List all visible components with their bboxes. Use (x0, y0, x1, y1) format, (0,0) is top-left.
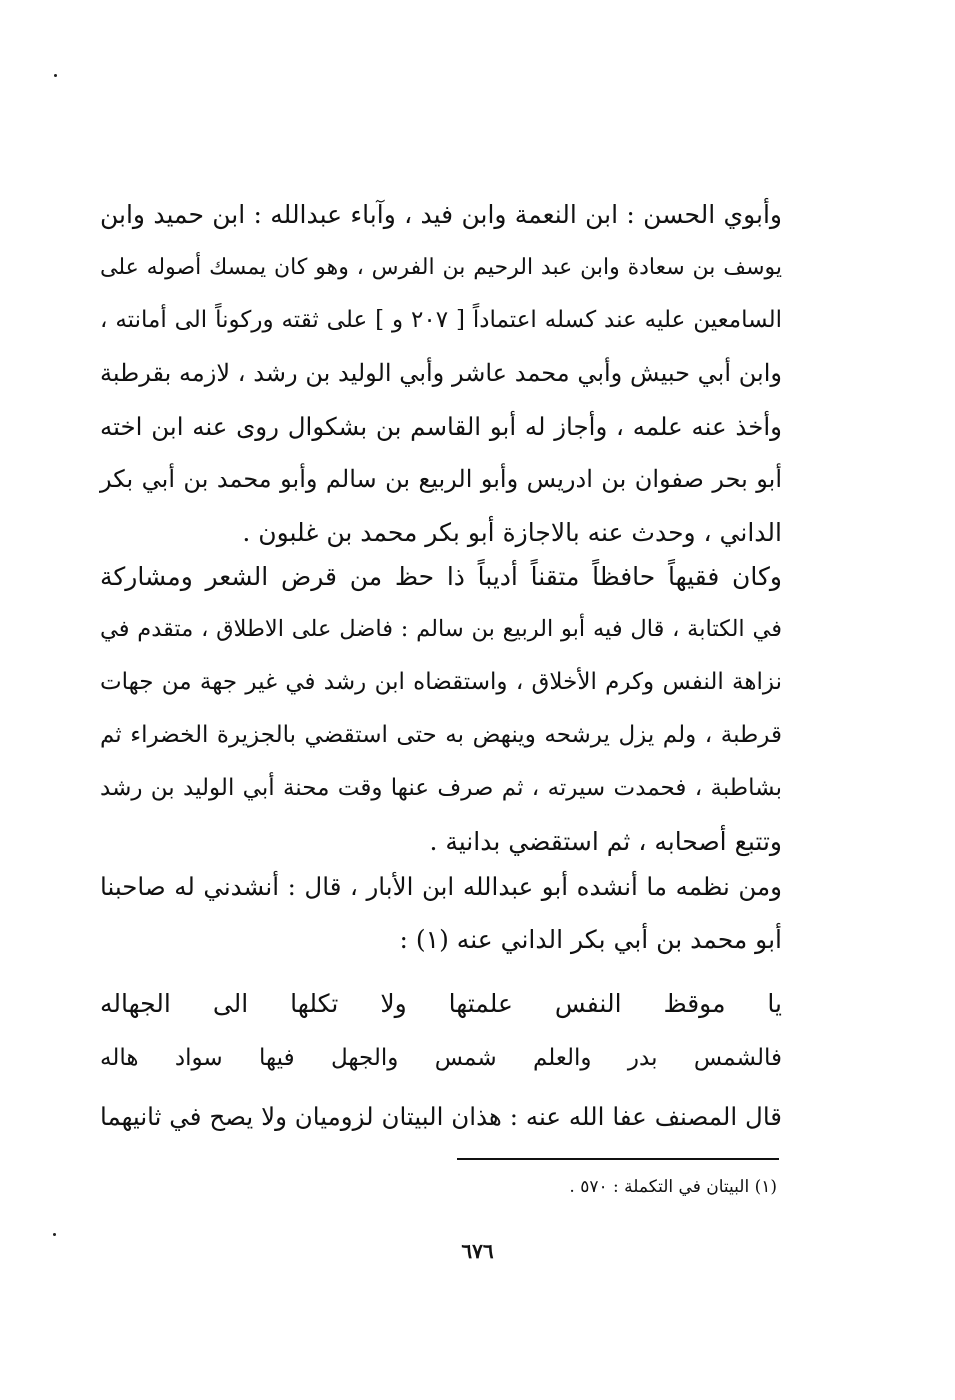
text-line: يوسف بن سعادة وابن عبد الرحيم بن الفرس ، وهو كان يمسك أصوله على (100, 255, 782, 280)
page-number: ٦٧٦ (461, 1239, 494, 1263)
scan-speck (53, 1233, 56, 1236)
text-line: وكان فقيهاً حافظاً متقناً أديباً ذا حظ من قرض الشعر ومشاركة (100, 562, 782, 591)
verse-line: يا موقظ النفس علمتها ولا تكلها الى الجهاله (100, 989, 782, 1018)
text-line: السامعين عليه عند كسله اعتماداً [ ٢٠٧ و ] على ثقته وركوناً الى أمانته ، (100, 307, 782, 333)
paragraph-1 (100, 188, 782, 559)
closing-paragraph (100, 1090, 782, 1143)
text-line: وأبوي الحسن : ابن النعمة وابن فيد ، وآباء عبدالله : ابن حميد وابن (100, 200, 782, 229)
text-line: قال المصنف عفا الله عنه : هذان البيتان لزوميان ولا يصح في ثانيهما (100, 1102, 782, 1131)
text-line: ومن نظمه ما أنشده أبو عبدالله ابن الأبار ، قال : أنشدني له صاحبنا (100, 872, 782, 901)
text-line: قرطبة ، ولم يزل يرشحه وينهض به حتى استقضي بالجزيرة الخضراء ثم (100, 722, 782, 748)
poem-verse (100, 976, 782, 1086)
text-line: نزاهة النفس وكرم الأخلاق ، واستقضاه ابن رشد في غير جهة من جهات (100, 669, 782, 695)
footnote: (١) البيتان في التكملة : ٥٧٠ . (569, 1177, 777, 1197)
text-line: وأخذ عنه علمه ، وأجاز له أبو القاسم بن بشكوال روى عنه ابن اخته (100, 412, 782, 441)
text-line: أبو محمد بن أبي بكر الداني عنه (١) : (399, 925, 782, 954)
verse-line: فالشمس بدر والعلم شمس والجهل فيها سواد هاله (100, 1045, 782, 1071)
text-line: الداني ، وحدث عنه بالاجازة أبو بكر محمد بن غلبون . (242, 518, 782, 547)
paragraph-2 (100, 550, 782, 868)
text-line: بشاطبة ، فحمدت سيرته ، ثم صرف عنها وقت محنة أبي الوليد بن رشد (100, 775, 782, 801)
paragraph-3 (100, 860, 782, 966)
text-line: وتتبع أصحابه ، ثم استقضي بدانية . (429, 827, 782, 856)
text-line: أبو بحر صفوان بن ادريس وأبو الربيع بن سالم وأبو محمد بن أبي بكر (100, 465, 782, 493)
text-line: وابن أبي حبيش وأبي محمد عاشر وأبي الوليد بن رشد ، لازمه بقرطبة (100, 359, 782, 387)
footnote-divider (457, 1158, 779, 1160)
text-line: في الكتابة ، قال فيه أبو الربيع بن سالم : فاضل على الاطلاق ، متقدم في (100, 616, 782, 642)
scan-speck (54, 74, 57, 77)
